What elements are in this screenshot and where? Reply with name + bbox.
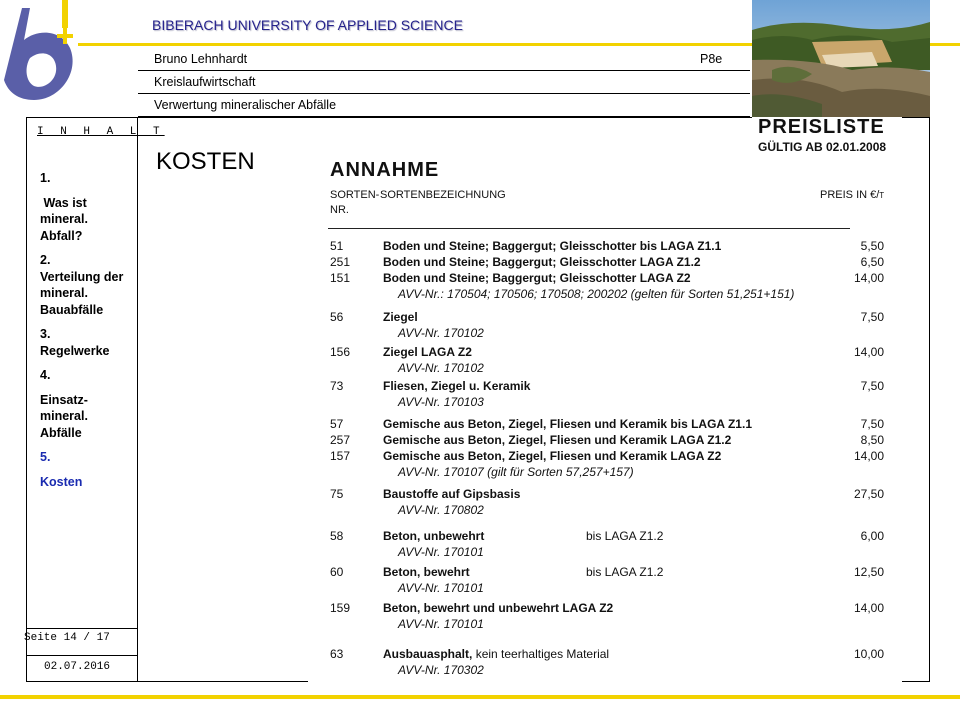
sorten-bezeichnung-main: Gemische aus Beton, Ziegel, Fliesen und Keramik bis LAGA Z1.1: [383, 417, 752, 431]
page-indicator: Seite 14 / 17: [24, 632, 110, 644]
price-value: 6,00: [860, 529, 884, 543]
table-row: [328, 255, 888, 271]
price-value: 6,50: [860, 255, 884, 269]
sorten-bezeichnung-main: Boden und Steine; Baggergut; Gleisschotter LAGA Z2: [383, 271, 691, 285]
table-row: [328, 449, 888, 465]
sorten-bezeichnung: [383, 433, 731, 447]
avv-note: AVV-Nr. 170102: [398, 326, 484, 340]
price-value: 8,50: [860, 433, 884, 447]
price-value: 7,50: [860, 379, 884, 393]
slide-code: P8e: [700, 52, 723, 66]
price-value: 27,50: [853, 487, 884, 501]
sorten-bezeichnung: [383, 255, 701, 269]
sorten-nr: 57: [330, 417, 344, 431]
table-row: [328, 417, 888, 433]
price-value: 14,00: [853, 601, 884, 615]
header-row-course: [138, 71, 750, 94]
price-value: 10,00: [853, 647, 884, 661]
sorten-bezeichnung: [383, 449, 721, 463]
price-value: 14,00: [853, 271, 884, 285]
toc-item-5-number[interactable]: 5.: [40, 450, 51, 464]
sorten-bezeichnung-main: Beton, unbewehrt: [383, 529, 485, 543]
topic-name: Verwertung mineralischer Abfälle: [154, 98, 337, 112]
sorten-nr: 58: [330, 529, 344, 543]
toc-item-3-number[interactable]: 3.: [40, 327, 51, 341]
pricelist-valid-date: GÜLTIG AB 02.01.2008: [758, 140, 887, 154]
pricelist-section-title: ANNAHME: [330, 159, 440, 181]
pager-bottom-line: [26, 655, 138, 656]
sorten-bezeichnung-main: Boden und Steine; Baggergut; Gleisschotter LAGA Z1.2: [383, 255, 701, 269]
avv-note: AVV-Nr. 170101: [398, 581, 484, 595]
toc-item-3-text[interactable]: Regelwerke: [40, 343, 110, 358]
sorten-bezeichnung: [383, 345, 472, 359]
sorten-nr: 75: [330, 487, 344, 501]
bottom-yellow-line: [0, 695, 960, 699]
table-row: [328, 487, 888, 503]
sorten-bezeichnung-main: Ziegel: [383, 310, 418, 324]
sorten-nr: 73: [330, 379, 344, 393]
contents-heading: I N H A L T: [37, 126, 165, 138]
author-name: Bruno Lehnhardt: [154, 52, 248, 66]
sorten-nr: 56: [330, 310, 344, 324]
toc-item-4-number[interactable]: 4.: [40, 368, 51, 382]
price-value: 12,50: [853, 565, 884, 579]
sorten-nr: 63: [330, 647, 344, 661]
toc-item-2-number[interactable]: 2.: [40, 253, 51, 267]
sorten-bezeichnung: [383, 417, 752, 431]
header-row-author: [138, 48, 750, 71]
sorten-bezeichnung-main: Ziegel LAGA Z2: [383, 345, 472, 359]
table-row: [328, 239, 888, 255]
col-header-nr-2: NR.: [330, 204, 349, 216]
col-header-nr-1: SORTEN-: [330, 189, 380, 201]
sorten-bezeichnung: [383, 379, 530, 393]
sorten-nr: 156: [330, 345, 351, 359]
table-row: [328, 345, 888, 361]
toc-item-2-text[interactable]: Verteilung der mineral. Bauabfälle: [40, 269, 124, 317]
price-value: 7,50: [860, 417, 884, 431]
sorten-bezeichnung-main: Baustoffe auf Gipsbasis: [383, 487, 521, 501]
avv-note: AVV-Nr. 170107 (gilt für Sorten 57,257+157): [398, 465, 634, 479]
toc-item-4-text[interactable]: Einsatz-mineral. Abfälle: [40, 392, 88, 440]
table-row: [328, 647, 888, 663]
sorten-bezeichnung: [383, 601, 613, 615]
sorten-bezeichnung-main: Beton, bewehrt: [383, 565, 470, 579]
header-rule: [328, 228, 850, 229]
sorten-bezeichnung: [383, 487, 520, 501]
slide-date: 02.07.2016: [44, 661, 111, 673]
price-value: 14,00: [853, 345, 884, 359]
sorten-nr: 159: [330, 601, 351, 615]
sorten-bezeichnung-main: Fliesen, Ziegel u. Keramik: [383, 379, 531, 393]
pager-top-line: [26, 628, 138, 629]
pricelist-document: [308, 155, 902, 685]
avv-note: AVV-Nr. 170302: [398, 663, 484, 677]
avv-note: AVV-Nr. 170101: [398, 545, 484, 559]
top-yellow-line: [130, 43, 752, 46]
table-row: [328, 565, 888, 581]
toc-item-1-text[interactable]: Was ist mineral. Abfall?: [40, 195, 91, 243]
table-of-contents: [40, 170, 132, 498]
table-row: [328, 433, 888, 449]
sorten-bezeichnung: [383, 310, 418, 324]
avv-note: AVV-Nr. 170103: [398, 395, 484, 409]
sorten-nr: 151: [330, 271, 351, 285]
table-row: [328, 529, 888, 545]
laga-class: bis LAGA Z1.2: [586, 529, 664, 543]
university-logo: [0, 0, 130, 115]
sorten-bezeichnung-main: Beton, bewehrt und unbewehrt LAGA Z2: [383, 601, 614, 615]
price-value: 14,00: [853, 449, 884, 463]
sorten-nr: 257: [330, 433, 351, 447]
sorten-bezeichnung: [383, 529, 484, 543]
sorten-bezeichnung-suffix: kein teerhaltiges Material: [472, 647, 610, 661]
avv-note: AVV-Nr. 170102: [398, 361, 484, 375]
toc-item-1-number[interactable]: 1.: [40, 171, 51, 185]
sorten-bezeichnung-main: Boden und Steine; Baggergut; Gleisschotter bis LAGA Z1.1: [383, 239, 722, 253]
table-row: [328, 271, 888, 287]
sorten-bezeichnung-main: Gemische aus Beton, Ziegel, Fliesen und Keramik LAGA Z1.2: [383, 433, 732, 447]
pricelist-title: PREISLISTE: [758, 116, 885, 138]
col-header-name: SORTENBEZEICHNUNG: [380, 189, 506, 201]
slide-title: KOSTEN: [156, 148, 255, 175]
toc-item-5-text[interactable]: Kosten: [40, 474, 83, 489]
top-right-yellow-line: [930, 43, 960, 46]
header-info: [138, 48, 750, 117]
sorten-bezeichnung: [383, 565, 470, 579]
header-row-topic: [138, 94, 750, 117]
avv-note: AVV-Nr. 170101: [398, 617, 484, 631]
price-value: 5,50: [860, 239, 884, 253]
price-value: 7,50: [860, 310, 884, 324]
sorten-bezeichnung: [383, 239, 721, 253]
sorten-bezeichnung: [383, 647, 609, 661]
course-name: Kreislaufwirtschaft: [154, 75, 256, 89]
table-row: [328, 379, 888, 395]
sorten-nr: 157: [330, 449, 351, 463]
sorten-nr: 60: [330, 565, 344, 579]
avv-note: AVV-Nr. 170802: [398, 503, 484, 517]
sorten-nr: 51: [330, 239, 344, 253]
quarry-photo: [752, 0, 930, 117]
table-row: [328, 310, 888, 326]
col-header-price: PREIS IN €/t: [820, 189, 885, 201]
university-title: BIBERACH UNIVERSITY OF APPLIED SCIENCE: [152, 17, 463, 33]
sorten-nr: 251: [330, 255, 351, 269]
avv-note: AVV-Nr.: 170504; 170506; 170508; 200202 (gelten für Sorten 51,251+151): [398, 287, 795, 301]
sorten-bezeichnung-main: Ausbauasphalt,: [383, 647, 473, 661]
sorten-bezeichnung-main: Gemische aus Beton, Ziegel, Fliesen und Keramik LAGA Z2: [383, 449, 722, 463]
sorten-bezeichnung: [383, 271, 691, 285]
sidebar-divider: [137, 117, 138, 682]
laga-class: bis LAGA Z1.2: [586, 565, 664, 579]
table-row: [328, 601, 888, 617]
